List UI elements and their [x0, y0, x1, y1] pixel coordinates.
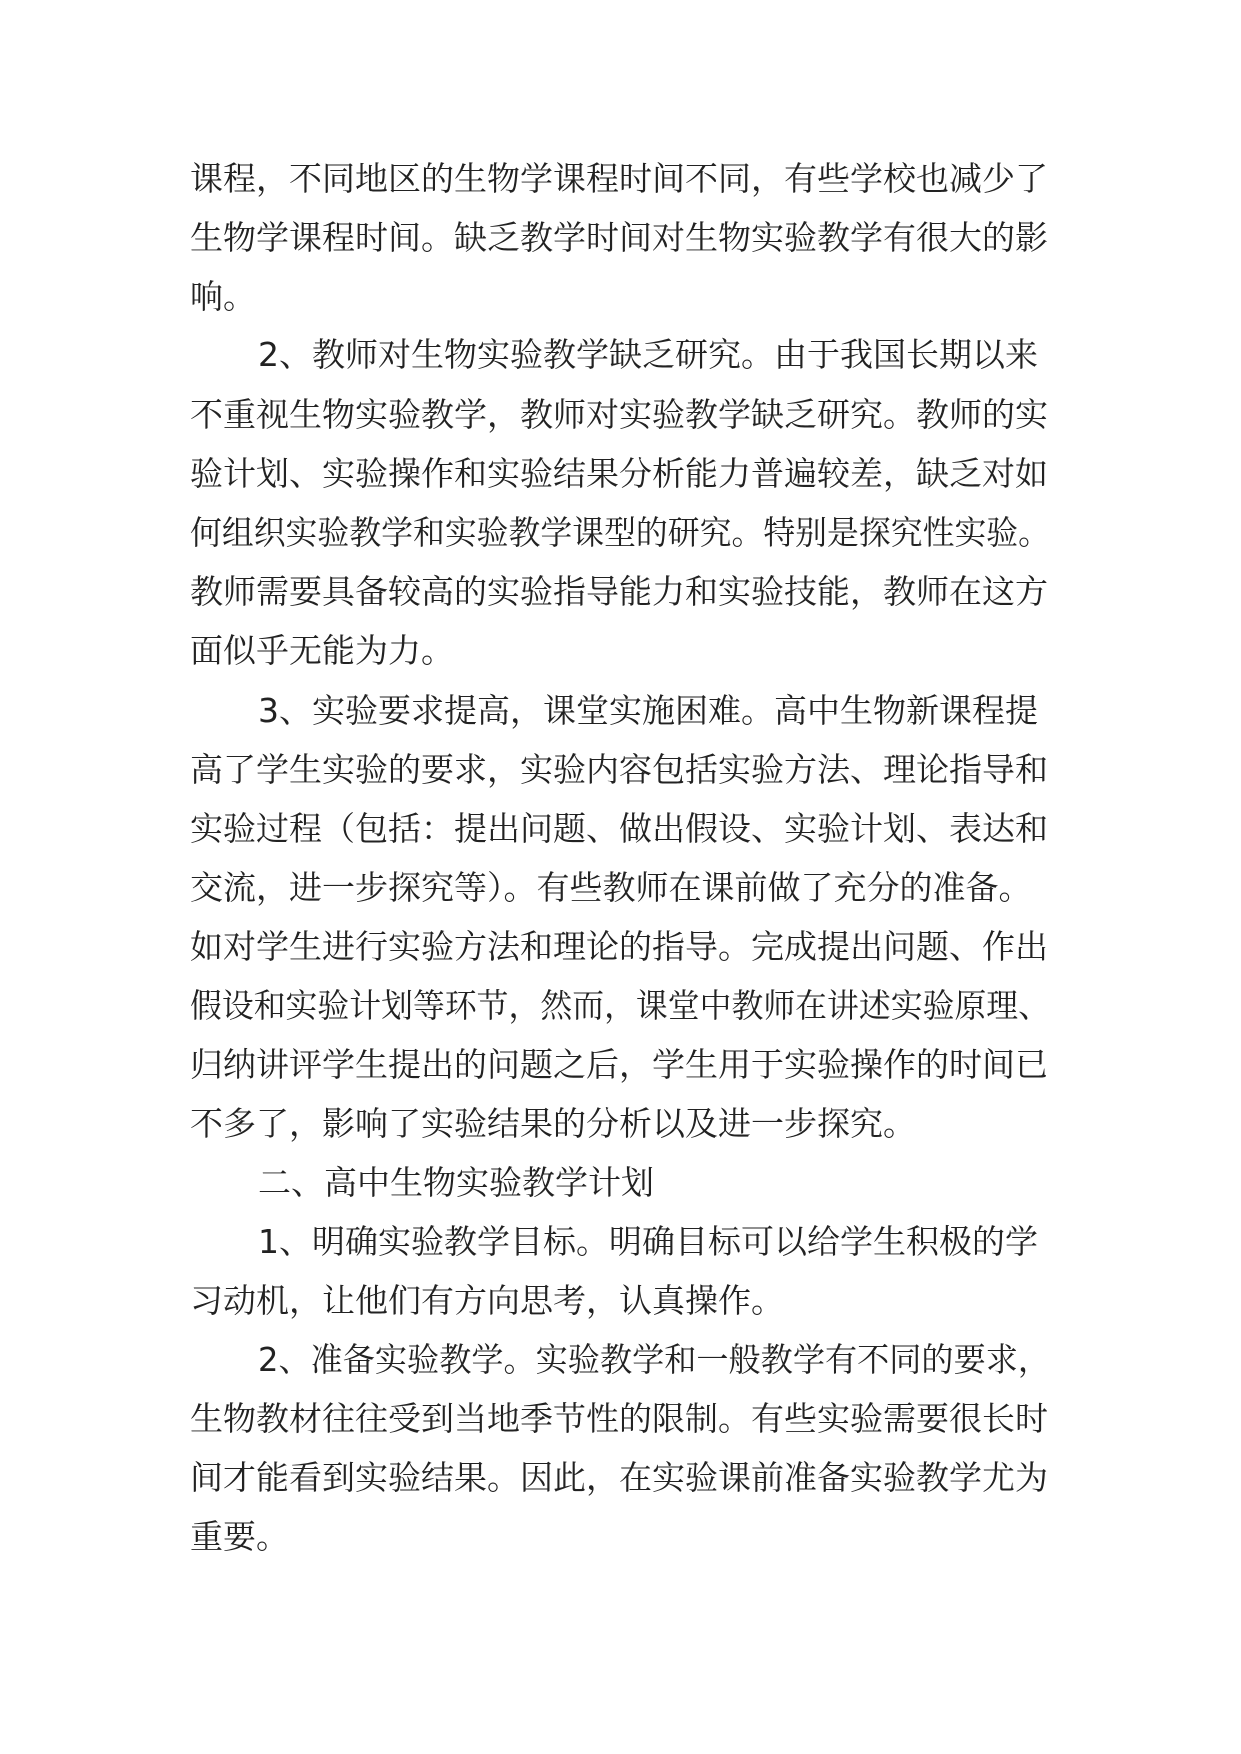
text-line: 生物教材往往受到当地季节性的限制。有些实验需要很长时	[190, 1399, 1048, 1438]
paragraph-start-line: 2、准备实验教学。实验教学和一般教学有不同的要求，	[258, 1340, 1051, 1379]
paragraph-start-line: 1、明确实验教学目标。明确目标可以给学生积极的学	[258, 1222, 1038, 1261]
text-line: 习动机，让他们有方向思考，认真操作。	[190, 1281, 784, 1320]
text-line: 假设和实验计划等环节，然而，课堂中教师在讲述实验原理、	[190, 986, 1050, 1025]
text-line: 教师需要具备较高的实验指导能力和实验技能，教师在这方	[190, 572, 1048, 611]
text-line: 何组织实验教学和实验教学课型的研究。特别是探究性实验。	[190, 513, 1050, 552]
text-line: 响。	[190, 277, 256, 316]
paragraph-start-line: 3、实验要求提高，课堂实施困难。高中生物新课程提	[258, 691, 1038, 730]
text-line: 实验过程（包括：提出问题、做出假设、实验计划、表达和	[190, 809, 1048, 848]
text-line: 间才能看到实验结果。因此，在实验课前准备实验教学尤为	[190, 1458, 1048, 1497]
text-line: 生物学课程时间。缺乏教学时间对生物实验教学有很大的影	[190, 218, 1048, 257]
text-line: 高了学生实验的要求，实验内容包括实验方法、理论指导和	[190, 750, 1048, 789]
text-line: 如对学生进行实验方法和理论的指导。完成提出问题、作出	[190, 927, 1048, 966]
text-line: 不重视生物实验教学，教师对实验教学缺乏研究。教师的实	[190, 395, 1048, 434]
text-line: 验计划、实验操作和实验结果分析能力普遍较差，缺乏对如	[190, 454, 1048, 493]
text-line: 课程，不同地区的生物学课程时间不同，有些学校也减少了	[190, 159, 1048, 198]
paragraph-start-line: 2、教师对生物实验教学缺乏研究。由于我国长期以来	[258, 335, 1038, 374]
text-line: 重要。	[190, 1517, 289, 1556]
text-line: 交流，进一步探究等）。有些教师在课前做了充分的准备。	[190, 868, 1032, 907]
text-line: 归纳讲评学生提出的问题之后，学生用于实验操作的时间已	[190, 1045, 1048, 1084]
text-line: 不多了，影响了实验结果的分析以及进一步探究。	[190, 1104, 916, 1143]
text-line: 面似乎无能为力。	[190, 631, 454, 670]
section-heading: 二、高中生物实验教学计划	[258, 1163, 654, 1202]
